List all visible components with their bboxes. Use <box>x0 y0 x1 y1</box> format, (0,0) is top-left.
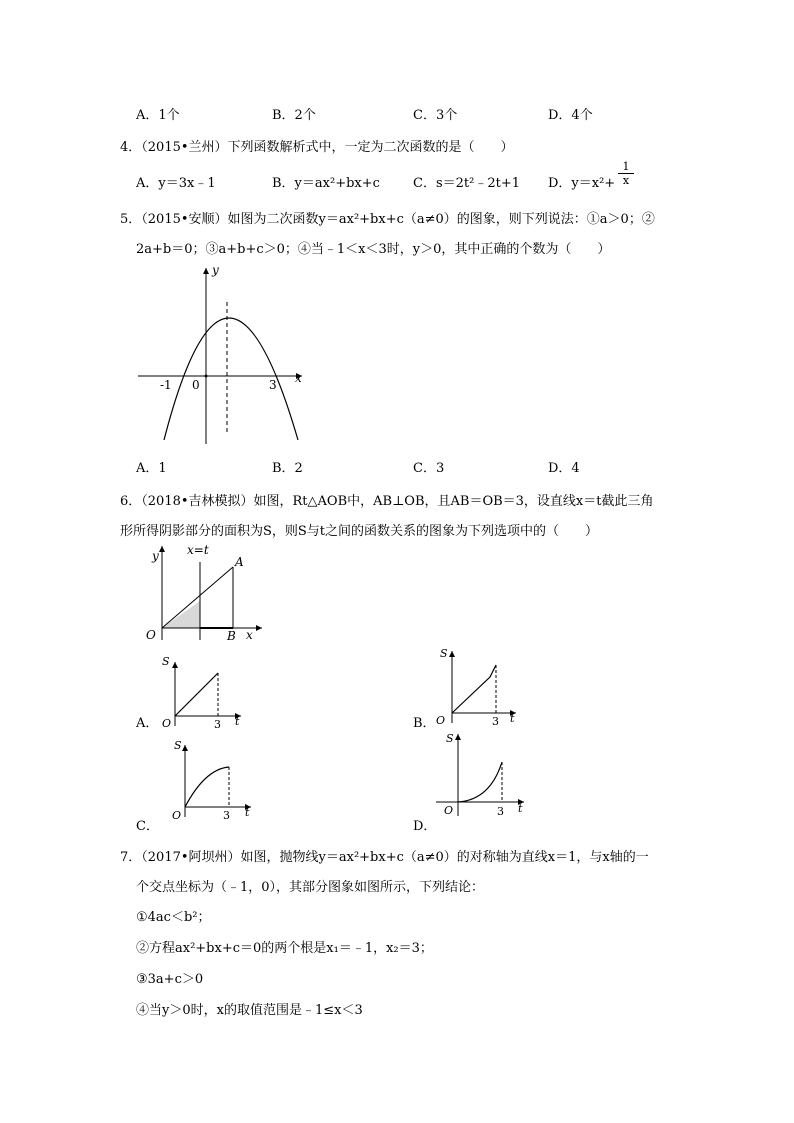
origin-point <box>205 375 208 378</box>
tick-neg1: -1 <box>160 378 172 392</box>
s-curve <box>175 673 218 716</box>
q5-option-d: D．4 <box>548 461 580 476</box>
q5-line2: 2a+b＝0；③a+b+c＞0；④当﹣1＜x＜3时，y＞0，其中正确的个数为（ ） <box>136 242 611 257</box>
q4-option-a: A．y＝3x﹣1 <box>136 176 216 191</box>
q5-option-a: A．1 <box>136 461 167 476</box>
xt-label: x=t <box>187 543 209 557</box>
t-label: t <box>510 712 515 725</box>
shaded-region <box>162 601 200 628</box>
q5-parabola-graph <box>130 258 310 450</box>
s-label: S <box>440 647 448 660</box>
tick-3: 3 <box>497 805 504 818</box>
q7-line2: 个交点坐标为（﹣1，0），其部分图象如图所示，下列结论： <box>136 880 485 895</box>
origin-label: O <box>436 714 446 727</box>
fraction-denominator: x <box>618 173 634 187</box>
q6-option-c-graph <box>165 735 260 823</box>
s-curve <box>458 762 502 802</box>
t-label: t <box>245 806 250 819</box>
y-label: y <box>212 263 219 277</box>
q7-item-1: ①4ac＜b²； <box>136 910 211 925</box>
q3-option-b: B．2个 <box>272 108 316 123</box>
s-label: S <box>446 732 454 745</box>
s-label: S <box>162 655 170 668</box>
q6-line2: 形所得阴影部分的面积为S，则S与t之间的函数关系的图象为下列选项中的（ ） <box>120 524 599 539</box>
q5-option-b: B．2 <box>272 461 303 476</box>
point-O: O <box>146 628 156 642</box>
tick-3: 3 <box>223 809 230 822</box>
x-label: x <box>295 371 302 385</box>
tick-three: 3 <box>269 378 277 392</box>
q6-line1: 6．（2018•吉林模拟）如图，Rt△AOB中，AB⊥OB，且AB＝OB＝3，设直线x＝t截此三角 <box>120 494 654 509</box>
q6-option-c-letter: C． <box>136 819 159 834</box>
q3-option-d: D．4个 <box>548 108 593 123</box>
point-A: A <box>235 555 244 569</box>
q4-option-c: C．s＝2t²﹣2t+1 <box>413 176 520 191</box>
q6-option-a-graph <box>155 648 250 730</box>
t-label: t <box>235 715 240 728</box>
parabola-curve <box>164 318 298 440</box>
q3-option-a: A．1个 <box>136 108 180 123</box>
t-label: t <box>518 802 523 815</box>
q4-stem: 4．（2015•兰州）下列函数解析式中，一定为二次函数的是（ ） <box>120 140 514 155</box>
q7-item-4: ④当y＞0时，x的取值范围是﹣1≤x＜3 <box>136 1003 363 1018</box>
q7-item-2: ②方程ax²+bx+c＝0的两个根是x₁＝﹣1，x₂＝3； <box>136 941 433 956</box>
q6-option-b-letter: B． <box>413 716 436 731</box>
q7-line1: 7．（2017•阿坝州）如图，抛物线y＝ax²+bx+c（a≠0）的对称轴为直线x＝1，与x轴的一 <box>120 850 649 865</box>
q4-option-b: B．y＝ax²+bx+c <box>272 176 380 191</box>
q7-item-3: ③3a+c＞0 <box>136 972 204 987</box>
s-curve <box>452 665 496 713</box>
q5-option-c: C．3 <box>413 461 445 476</box>
origin-label: O <box>444 804 454 817</box>
q6-option-a-letter: A． <box>136 716 159 731</box>
origin-label: O <box>172 809 182 822</box>
point-B: B <box>227 629 236 643</box>
x-label: x <box>246 628 253 642</box>
tick-3: 3 <box>214 718 221 730</box>
q4-option-d: D．y＝x²+ <box>548 176 616 191</box>
tick-zero: 0 <box>192 378 200 392</box>
y-label: y <box>152 549 159 563</box>
q6-option-d-graph <box>430 728 530 820</box>
q5-line1: 5．（2015•安顺）如图为二次函数y＝ax²+bx+c（a≠0）的图象，则下列说法：①a＞0；② <box>120 212 655 227</box>
q6-triangle-figure <box>140 540 265 645</box>
q6-option-b-graph <box>430 645 525 727</box>
s-label: S <box>174 739 182 752</box>
s-curve <box>185 767 229 807</box>
q3-option-c: C．3个 <box>413 108 458 123</box>
origin-label: O <box>162 717 172 730</box>
fraction-numerator: 1 <box>622 160 630 173</box>
q6-option-d-letter: D． <box>413 819 437 834</box>
q4-fraction <box>618 160 634 187</box>
tick-3: 3 <box>492 715 499 727</box>
